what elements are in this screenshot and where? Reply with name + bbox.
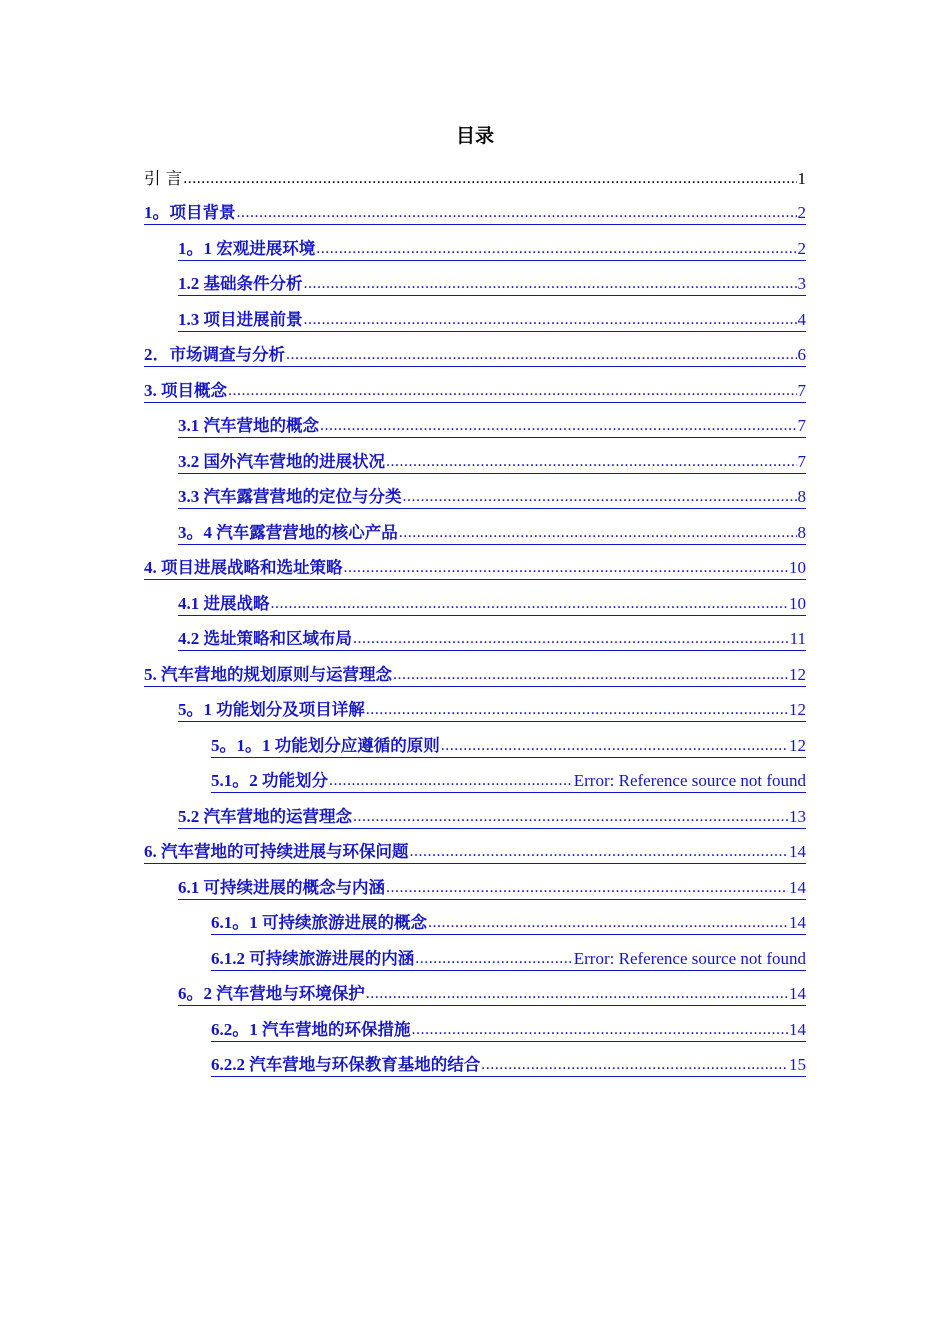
toc-entry-link[interactable] — [144, 1010, 806, 1046]
toc-entry-number: 1。1 — [178, 238, 217, 258]
toc-dot-leader — [237, 202, 797, 224]
toc-entry-label: 汽车露营营地的定位与分类 — [203, 487, 402, 506]
toc-entry-link[interactable] — [144, 833, 806, 869]
toc-dot-leader — [286, 344, 797, 366]
toc-entry-number: 6.1。1 — [211, 913, 262, 932]
toc-entry-link[interactable] — [144, 407, 806, 443]
toc-dot-leader — [410, 841, 789, 863]
toc-entry-link[interactable] — [144, 620, 806, 656]
toc-entry-line — [144, 168, 806, 190]
toc-entry-number: 6.1 — [178, 877, 204, 897]
toc-entry-link[interactable] — [144, 513, 806, 549]
toc-entry-line — [144, 380, 806, 403]
toc-entry-number: 3.3 — [178, 487, 204, 506]
toc-entry-label: 汽车营地的概念 — [203, 416, 319, 435]
toc-entry-label: 项目背景 — [169, 203, 236, 222]
toc-entry-line — [178, 628, 806, 651]
toc-dot-leader — [366, 699, 788, 721]
toc-page-number: 3 — [797, 274, 806, 293]
toc-entry-line — [178, 983, 806, 1006]
toc-entry-label: 进展战略 — [203, 593, 270, 613]
toc-entry-line — [178, 273, 806, 296]
toc-entry-line — [211, 948, 806, 971]
toc-page-number: 8 — [797, 487, 806, 506]
toc-entry-line — [178, 486, 806, 509]
toc-entry-link[interactable] — [144, 868, 806, 904]
toc-entry-label: 基础条件分析 — [203, 274, 303, 293]
toc-entry-label: 汽车营地的运营理念 — [203, 806, 352, 826]
toc-entry-line — [144, 664, 806, 687]
toc-page-number: 7 — [797, 451, 806, 471]
toc-page-number: 14 — [789, 913, 806, 932]
toc-page-number: Error: Reference source not found — [573, 948, 806, 968]
toc-entry-line — [178, 877, 806, 900]
toc-dot-leader — [183, 168, 796, 190]
toc-page-number: 11 — [789, 629, 806, 648]
toc-entry-label: 可持续进展的概念与内涵 — [203, 877, 385, 897]
toc-page-number: 14 — [789, 1019, 806, 1039]
toc-entry-number: 1.2 — [178, 274, 204, 293]
toc-entry-line — [178, 309, 806, 332]
toc-entry-line — [178, 451, 806, 474]
toc-dot-leader — [428, 912, 788, 934]
toc-entry-line — [178, 699, 806, 722]
toc-page-number: 7 — [797, 416, 806, 435]
toc-entry-line — [144, 344, 806, 367]
toc-entry-line — [211, 735, 806, 758]
toc-entry-link[interactable] — [144, 371, 806, 407]
toc-dot-leader — [353, 806, 788, 828]
toc-entry-link[interactable] — [144, 1046, 806, 1082]
toc-entry-link[interactable] — [144, 904, 806, 940]
toc-entry-label: 可持续旅游进展的内涵 — [249, 948, 415, 968]
toc-dot-leader — [403, 486, 797, 508]
toc-dot-leader — [386, 877, 788, 899]
toc-title: 目录 — [455, 125, 494, 147]
toc-page-number: Error: Reference source not found — [573, 771, 806, 790]
toc-dot-leader — [320, 415, 797, 437]
toc-dot-leader — [399, 522, 797, 544]
toc-page-number: 1 — [797, 168, 806, 188]
toc-entry-label: 市场调查与分析 — [169, 345, 285, 364]
toc-entry-number: 6.2.2 — [211, 1055, 250, 1074]
toc-page-number: 14 — [789, 877, 806, 897]
toc-entry-number: 6.2。1 — [211, 1019, 262, 1039]
toc-entry-number: 6.1.2 — [211, 948, 250, 968]
toc-entry-label: 引 言 — [144, 168, 183, 188]
toc-dot-leader — [415, 948, 573, 970]
toc-entry-number: 3. — [144, 380, 161, 400]
toc-entry-number: 6。2 — [178, 984, 217, 1003]
toc-entry-line — [178, 522, 806, 545]
toc-entry-line — [144, 841, 806, 864]
toc-entry-link[interactable] — [144, 797, 806, 833]
toc-entry-number: 5。1。1 — [211, 735, 275, 755]
toc-entry-line — [178, 593, 806, 616]
toc-entry-number: 4.1 — [178, 593, 204, 613]
toc-entry-link[interactable] — [144, 194, 806, 230]
toc-entry-number: 4. — [144, 558, 161, 577]
toc-entry-number: 1。 — [144, 203, 170, 222]
toc-entry-link[interactable] — [144, 229, 806, 265]
toc-entry-label: 汽车营地与环保教育基地的结合 — [249, 1055, 481, 1074]
toc-page-number: 13 — [789, 806, 806, 826]
toc-entry-link[interactable] — [144, 975, 806, 1011]
toc-dot-leader — [366, 983, 788, 1005]
toc-page-number: 12 — [789, 700, 806, 719]
table-of-contents — [144, 158, 806, 1081]
toc-dot-leader — [386, 451, 797, 473]
toc-entry-label: 汽车营地的可持续进展与环保问题 — [161, 842, 409, 861]
toc-entry-link[interactable] — [144, 762, 806, 798]
toc-entry-label: 功能划分 — [262, 771, 328, 790]
toc-entry-line — [144, 202, 806, 225]
toc-entry-line — [178, 238, 806, 261]
toc-entry-link[interactable] — [144, 549, 806, 585]
toc-entry-label: 国外汽车营地的进展状况 — [203, 451, 385, 471]
toc-page-number: 2 — [797, 203, 806, 222]
toc-entry-link[interactable] — [144, 939, 806, 975]
toc-entry-label: 功能划分及项目详解 — [216, 700, 365, 719]
toc-entry-line — [211, 1019, 806, 1042]
toc-entry-number: 2． — [144, 345, 170, 364]
toc-entry-line — [144, 557, 806, 580]
toc-entry-link[interactable] — [144, 442, 806, 478]
toc-entry-number: 3.1 — [178, 416, 204, 435]
toc-page-number: 8 — [797, 522, 806, 542]
toc-entry-label: 选址策略和区域布局 — [203, 629, 352, 648]
toc-page-number: 6 — [797, 345, 806, 364]
toc-entry-number: 3.2 — [178, 451, 204, 471]
toc-dot-leader — [228, 380, 797, 402]
toc-dot-leader — [353, 628, 789, 650]
toc-entry-number: 5.2 — [178, 806, 204, 826]
toc-entry-number: 5. — [144, 664, 161, 684]
toc-page-number: 12 — [789, 664, 806, 684]
toc-entry-label: 汽车露营营地的核心产品 — [216, 522, 398, 542]
toc-entry-link[interactable] — [144, 655, 806, 691]
toc-dot-leader — [412, 1019, 789, 1041]
toc-entry-label: 汽车营地的规划原则与运营理念 — [161, 664, 392, 684]
toc-entry-link[interactable] — [144, 691, 806, 727]
toc-dot-leader — [316, 238, 796, 260]
toc-entry-line — [211, 1054, 806, 1077]
toc-page-number: 10 — [789, 558, 806, 577]
toc-entry-line — [178, 806, 806, 829]
toc-entry-label: 汽车营地的环保措施 — [262, 1019, 411, 1039]
toc-entry-number: 5.1。2 — [211, 771, 262, 790]
toc-dot-leader — [441, 735, 788, 757]
toc-page-number: 14 — [789, 842, 806, 861]
toc-entry-introduction — [144, 158, 806, 194]
toc-entry-link[interactable] — [144, 336, 806, 372]
toc-entry-label: 汽车营地与环境保护 — [216, 984, 365, 1003]
toc-page-number: 4 — [797, 309, 806, 329]
toc-entry-line — [211, 912, 806, 935]
toc-dot-leader — [393, 664, 788, 686]
toc-entry-link[interactable] — [144, 726, 806, 762]
toc-dot-leader — [329, 770, 573, 792]
toc-dot-leader — [271, 593, 789, 615]
toc-entry-label: 项目概念 — [161, 380, 227, 400]
toc-entry-label: 项目进展战略和选址策略 — [161, 558, 343, 577]
toc-entry-number: 6. — [144, 842, 161, 861]
toc-entry-number: 4.2 — [178, 629, 204, 648]
toc-entry-link[interactable] — [144, 300, 806, 336]
toc-entry-link[interactable] — [144, 584, 806, 620]
toc-entry-number: 3。4 — [178, 522, 217, 542]
toc-dot-leader — [304, 273, 797, 295]
toc-entry-label: 项目进展前景 — [203, 309, 303, 329]
toc-entry-link[interactable] — [144, 265, 806, 301]
toc-entry-label: 可持续旅游进展的概念 — [262, 913, 427, 932]
toc-entry-link[interactable] — [144, 478, 806, 514]
toc-page-number: 7 — [797, 380, 806, 400]
toc-entry-number: 1.3 — [178, 309, 204, 329]
toc-dot-leader — [304, 309, 797, 331]
toc-page-number: 2 — [797, 238, 806, 258]
toc-page-number: 10 — [789, 593, 806, 613]
toc-entry-number: 5。1 — [178, 700, 217, 719]
toc-entry-line — [211, 770, 806, 793]
toc-entry-label: 功能划分应遵循的原则 — [274, 735, 440, 755]
toc-page-number: 15 — [789, 1055, 806, 1074]
toc-entry-label: 宏观进展环境 — [216, 238, 316, 258]
toc-dot-leader — [344, 557, 789, 579]
toc-page-number: 14 — [789, 984, 806, 1003]
toc-dot-leader — [481, 1054, 788, 1076]
toc-entry-line — [178, 415, 806, 438]
toc-page-number: 12 — [789, 735, 806, 755]
